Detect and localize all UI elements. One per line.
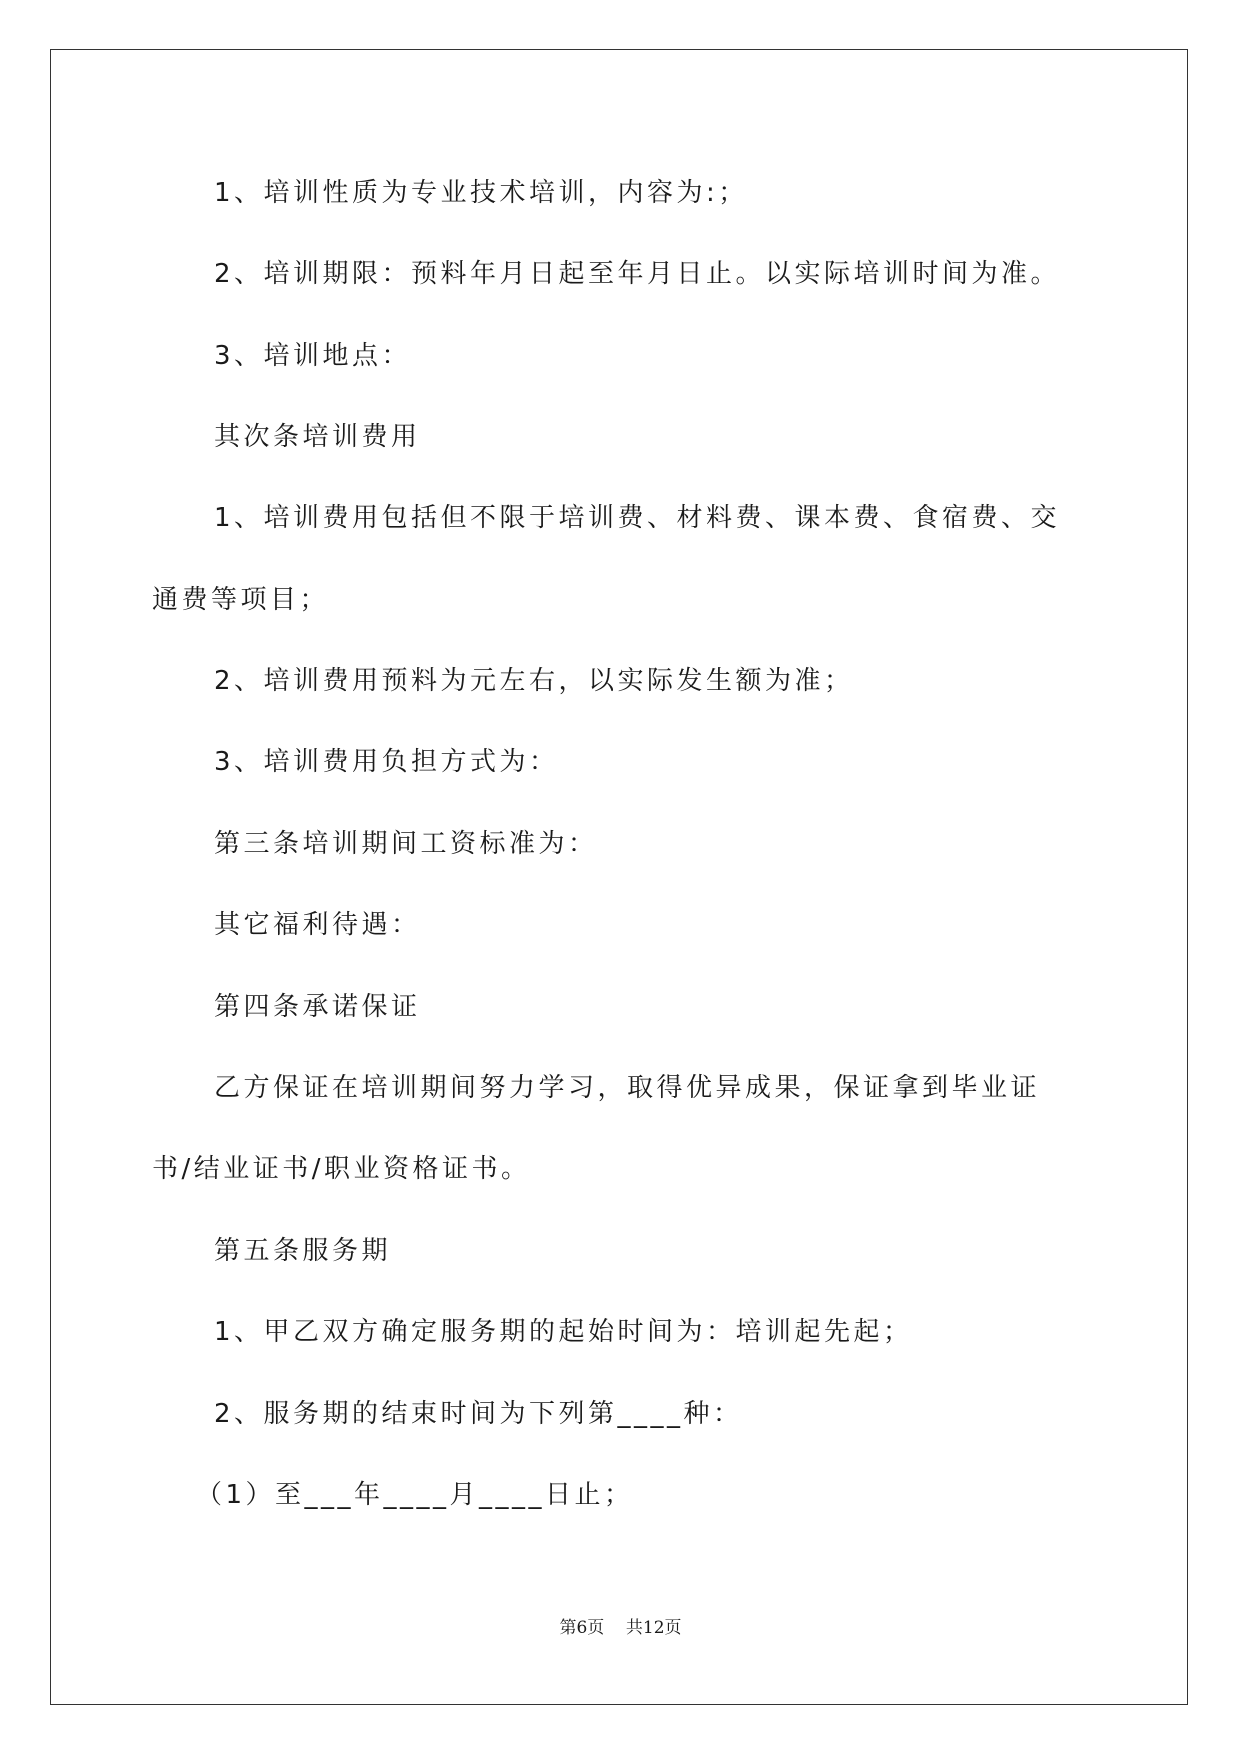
paragraph-line: 2、培训期限：预料年月日起至年月日止。以实际培训时间为准。 — [214, 259, 1061, 289]
section-heading: 第五条服务期 — [214, 1236, 392, 1266]
paragraph-line: 1、培训费用包括但不限于培训费、材料费、课本费、食宿费、交 — [214, 503, 1061, 533]
paragraph-line: 2、服务期的结束时间为下列第____种： — [214, 1399, 743, 1429]
paragraph-line: 书/结业证书/职业资格证书。 — [152, 1154, 531, 1184]
paragraph-line: 3、培训费用负担方式为： — [214, 747, 559, 777]
section-heading: 其次条培训费用 — [214, 422, 421, 452]
page-number-current: 第6页 — [559, 1618, 605, 1638]
paragraph-line: 1、培训性质为专业技术培训，内容为:； — [214, 178, 748, 208]
page-border — [50, 49, 1188, 1705]
paragraph-line: 2、培训费用预料为元左右，以实际发生额为准； — [214, 666, 854, 696]
paragraph-line: 1、甲乙双方确定服务期的起始时间为：培训起先起； — [214, 1317, 913, 1347]
footer-spacer — [604, 1618, 626, 1638]
section-heading: 第四条承诺保证 — [214, 992, 421, 1022]
paragraph-line: 通费等项目； — [152, 585, 330, 615]
paragraph-line: （1）至___年____月____日止； — [196, 1480, 634, 1510]
paragraph-line: 其它福利待遇： — [214, 910, 421, 940]
section-heading: 第三条培训期间工资标准为： — [214, 829, 598, 859]
page-footer — [0, 1617, 1241, 1639]
paragraph-line: 乙方保证在培训期间努力学习，取得优异成果，保证拿到毕业证 — [214, 1073, 1041, 1103]
page-number-total: 共12页 — [625, 1618, 682, 1638]
paragraph-line: 3、培训地点： — [214, 341, 412, 371]
